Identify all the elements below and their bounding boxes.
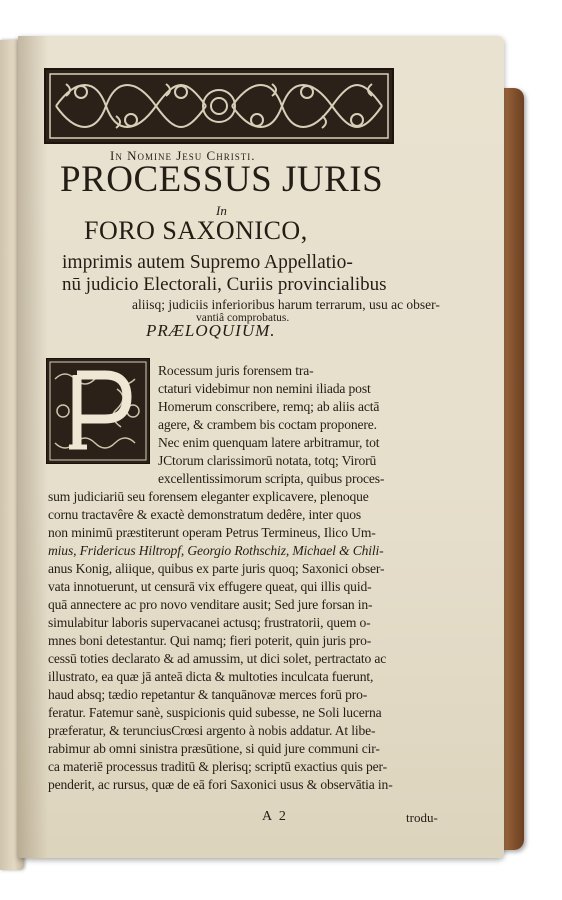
catchword: trodu- bbox=[406, 810, 438, 825]
subtitle-line: vantiâ comprobatus. bbox=[196, 312, 290, 324]
body-line: penderit, ac rursus, quæ de eā fori Saxonici usus & observātia in- bbox=[48, 777, 393, 792]
body-line: ctaturi videbimur non nemini iliada post bbox=[158, 381, 371, 396]
body-line: præferatur, & terunciusCrœsi argento à nobis addatur. At libe- bbox=[48, 723, 376, 738]
invocation-line: In Nomine Jesu Christi. bbox=[110, 148, 256, 163]
body-line: mnes boni detestantur. Qui namq; fieri poterit, quin juris pro- bbox=[48, 633, 372, 648]
subtitle-line: aliisq; judiciis inferioribus harum terrarum, usu ac obser- bbox=[132, 297, 440, 312]
body-line: agere, & crambem bis coctam proponere. bbox=[158, 417, 377, 432]
body-line: mius, Fridericus Hiltropf, Georgio Rothschiz, Michael & Chili- bbox=[48, 543, 384, 558]
body-line: cornu tractavêre & exactè demonstratum dedêre, inter quos bbox=[48, 507, 362, 522]
body-line: sum judiciariū seu forensem eleganter explicavere, plenoque bbox=[48, 489, 369, 504]
floral-ornament-icon bbox=[44, 68, 394, 144]
body-line: Rocessum juris forensem tra- bbox=[158, 363, 314, 378]
subtitle-line: nū judicio Electorali, Curiis provincialibus bbox=[62, 274, 387, 295]
body-line: quā annectere ac pro novo venditare ausit; Sed jure forsan in- bbox=[48, 597, 373, 612]
body-line: simulabitur laboris supervacanei actusq; frustratorii, quem o- bbox=[48, 615, 371, 630]
subtitle-line: imprimis autem Supremo Appellatio- bbox=[62, 252, 353, 273]
signature-mark: A 2 bbox=[262, 809, 288, 824]
title-connector: In bbox=[216, 203, 227, 218]
body-line: illustrato, ea quæ jā anteā dicta & multoties inculcata fuerunt, bbox=[48, 669, 374, 684]
title-foro: FORO SAXONICO, bbox=[84, 216, 308, 245]
body-line: Homerum conscribere, remq; ab aliis actā bbox=[158, 399, 380, 414]
body-line: vata innotuerunt, ut censurā vix effugere queat, qui illis quid- bbox=[48, 579, 372, 594]
body-line: anus Konig, aliique, quibus ex parte juris quoq; Saxonici obser- bbox=[48, 561, 385, 576]
body-line: haud absq; tædio repetantur & tanquānovæ merces forū pro- bbox=[48, 687, 368, 702]
body-line: JCtorum clarissimorū notata, totq; Virorū bbox=[158, 453, 377, 468]
body-line: cessū toties declarato & ad amussim, ut dici solet, pertractato ac bbox=[48, 651, 387, 666]
book-page bbox=[18, 36, 504, 858]
body-line: non minimū præstiterunt operam Petrus Termineus, Ilico Um- bbox=[48, 525, 376, 540]
body-line: feratur. Fatemur sanè, suspicionis quid subesse, ne Soli lucerna bbox=[48, 705, 382, 720]
page-title: PROCESSUS JURIS bbox=[60, 159, 384, 200]
body-line: rabimur ab omni sinistra præsūtione, si quid jure communi cir- bbox=[48, 741, 380, 756]
body-line: excellentissimorum scripta, quibus proces- bbox=[158, 471, 385, 486]
decorated-initial-p-icon bbox=[46, 358, 150, 464]
section-heading: PRÆLOQUIUM. bbox=[146, 321, 276, 340]
body-line: Nec enim quenquam latere arbitramur, tot bbox=[158, 435, 380, 450]
body-line: ca materiē processus traditū & plerisq; scriptū exactius quis per- bbox=[48, 759, 388, 774]
